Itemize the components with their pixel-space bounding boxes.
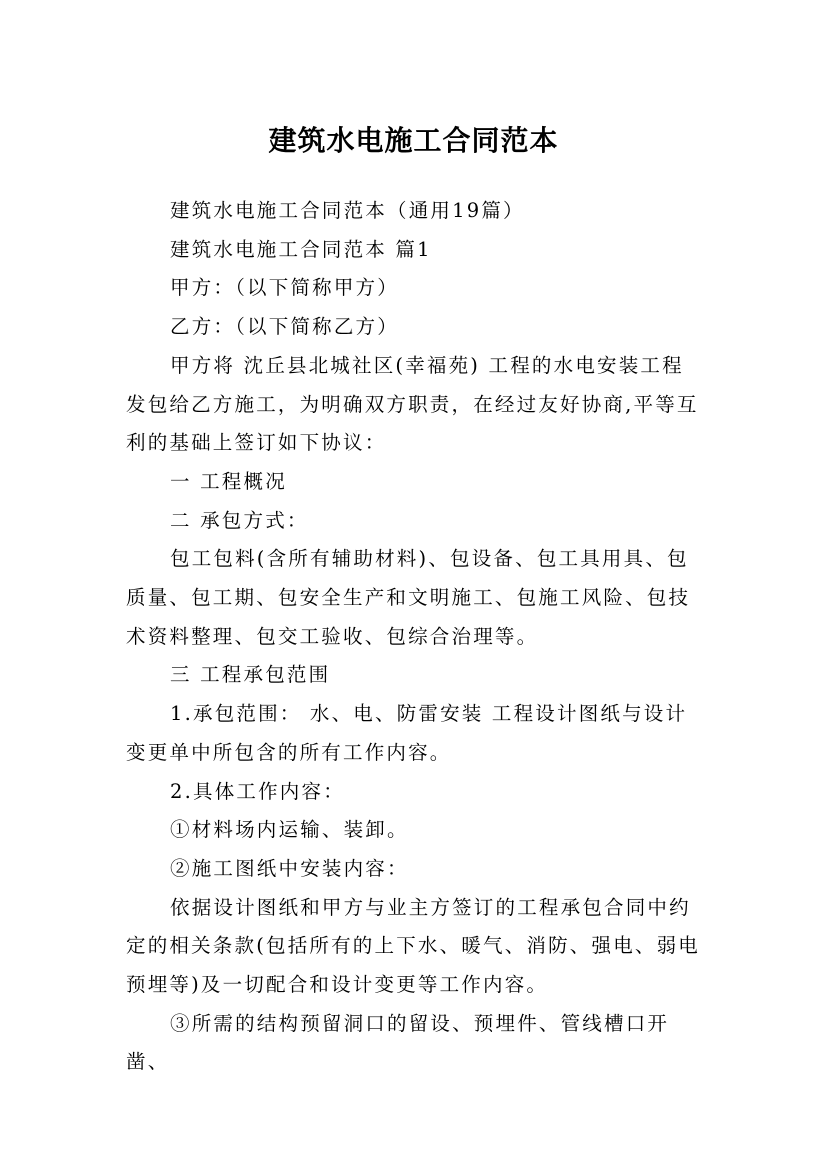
paragraph-scope-2-heading: 2.具体工作内容：	[170, 779, 345, 803]
section-heading-overview: 一 工程概况	[170, 469, 287, 493]
document-title: 建筑水电施工合同范本	[268, 123, 559, 157]
section-heading-scope: 三 工程承包范围	[170, 663, 331, 687]
paragraph-contract-heading: 建筑水电施工合同范本 篇1	[170, 237, 432, 261]
paragraph-scope-1: 1.承包范围： 水、电、防雷安装 工程设计图纸与设计变更单中所包含的所有工作内容。	[126, 702, 688, 764]
paragraph-party-b: 乙方：（以下简称乙方）	[170, 315, 399, 339]
paragraph-subtitle: 建筑水电施工合同范本（通用19篇）	[170, 199, 525, 222]
paragraph-intro: 甲方将 沈丘县北城社区(幸福苑) 工程的水电安装工程发包给乙方施工，为明确双方职责，在经过友好协商,平等互利的基础上签订如下协议：	[126, 353, 699, 455]
paragraph-item-2: ②施工图纸中安装内容：	[170, 856, 409, 880]
section-heading-contract-method: 二 承包方式：	[170, 508, 309, 532]
paragraph-item-1: ①材料场内运输、装卸。	[170, 818, 409, 842]
paragraph-party-a: 甲方：（以下简称甲方）	[170, 276, 399, 300]
paragraph-item-3: ③所需的结构预留洞口的留设、预埋件、管线槽口开凿、	[126, 1011, 670, 1074]
paragraph-item-2-detail: 依据设计图纸和甲方与业主方签订的工程承包合同中约定的相关条款(包括所有的上下水、暖气、消防、强电、弱电预埋等)及一切配合和设计变更等工作内容。	[126, 895, 701, 997]
document-body	[126, 192, 704, 1082]
paragraph-contract-method: 包工包料(含所有辅助材料)、包设备、包工具用具、包质量、包工期、包安全生产和文明施工、包施工风险、包技术资料整理、包交工验收、包综合治理等。	[126, 547, 691, 648]
